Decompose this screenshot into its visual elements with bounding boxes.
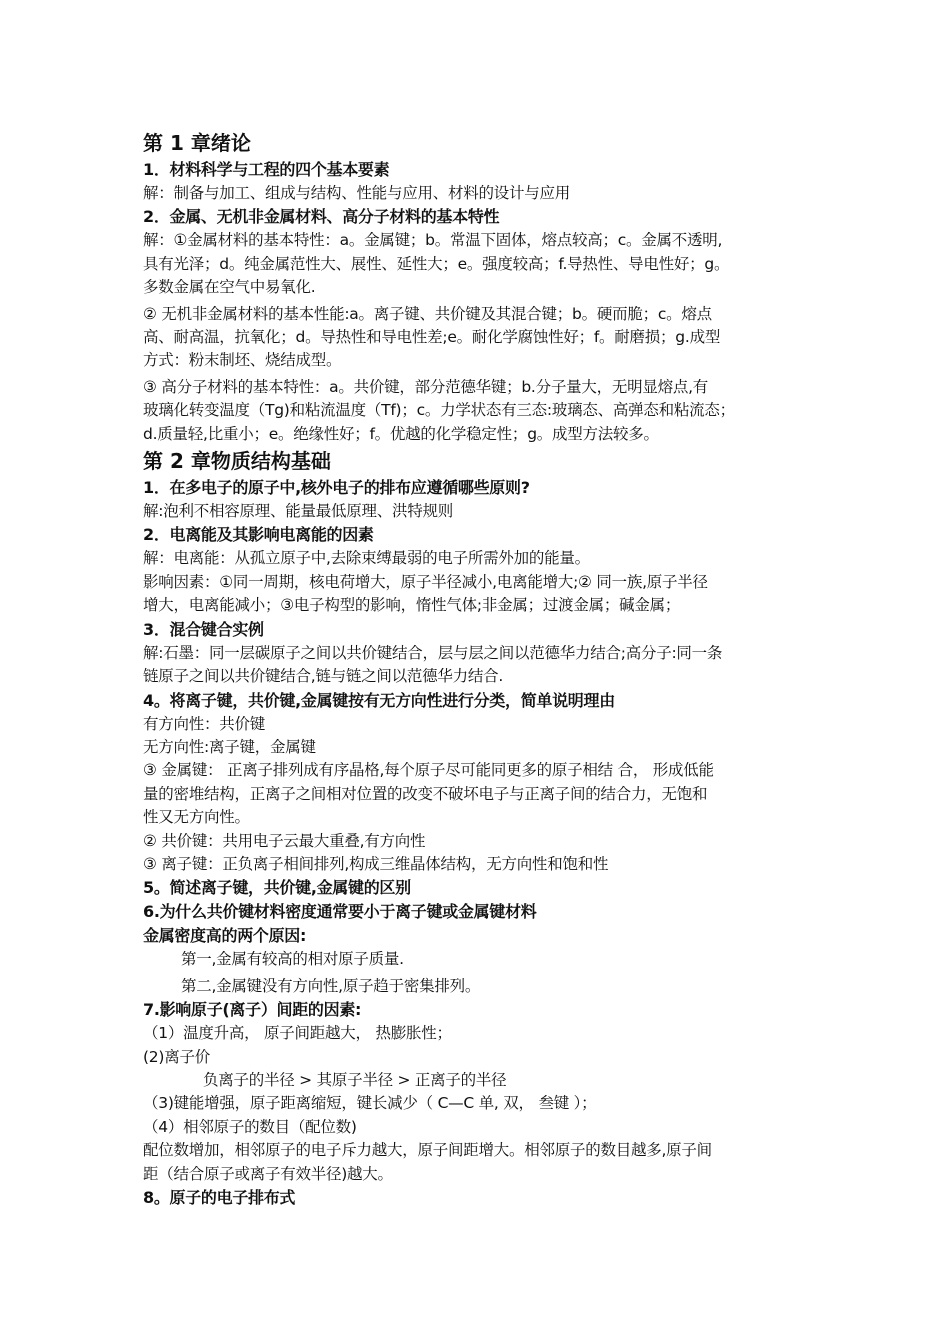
ch2-answer-3-line-1: 解:石墨：同一层碳原子之间以共价键结合，层与层之间以范德华力结合;高分子:同一条: [143, 643, 723, 662]
ch1-answer-2-line-8: 玻璃化转变温度（Tg)和粘流温度（Tf)；c。力学状态有三态:玻璃态、高弹态和粘流态；: [143, 401, 735, 420]
ch2-answer-7-line-7: 距（结合原子或离子有效半径)越大。: [143, 1164, 393, 1183]
ch2-answer-7-line-4: （3)键能增强，原子距离缩短，键长减少（ C—C 单, 双， 叁键 ）；: [143, 1094, 597, 1113]
ch2-answer-2-line-3: 增大，电离能减小；③电子构型的影响，惰性气体;非金属；过渡金属；碱金属；: [143, 596, 681, 615]
ch1-answer-2-line-4: ② 无机非金属材料的基本性能:a。离子键、共价键及其混合键；b。硬而脆；c。熔点: [143, 304, 712, 323]
ch2-answer-4-line-4: 量的密堆结构，正离子之间相对位置的改变不破坏电子与正离子间的结合力，无饱和: [143, 784, 708, 803]
ch2-answer-7-line-3: 负离子的半径 > 其原子半径 > 正离子的半径: [203, 1070, 507, 1089]
ch1-answer-2-line-1: 解：①金属材料的基本特性：a。金属键；b。常温下固体，熔点较高；c。金属不透明,: [143, 231, 723, 250]
ch2-question-4: 4。将离子键，共价键,金属键按有无方向性进行分类，简单说明理由: [143, 690, 615, 710]
ch2-answer-7-line-5: （4）相邻原子的数目（配位数): [143, 1117, 357, 1136]
ch2-answer-6-line-2: 第二,金属键没有方向性,原子趋于密集排列。: [181, 976, 481, 995]
ch1-answer-2-line-9: d.质量轻,比重小；e。绝缘性好；f。优越的化学稳定性；g。成型方法较多。: [143, 424, 659, 443]
ch2-question-6-subheading: 金属密度高的两个原因:: [143, 926, 307, 946]
ch1-answer-1: 解：制备与加工、组成与结构、性能与应用、材料的设计与应用: [143, 184, 571, 202]
ch2-answer-7-line-2: (2)离子价: [143, 1047, 210, 1066]
ch2-answer-4-line-6: ② 共价键：共用电子云最大重叠,有方向性: [143, 831, 426, 850]
ch2-answer-4-line-7: ③ 离子键：正负离子相间排列,构成三维晶体结构，无方向性和饱和性: [143, 854, 609, 873]
ch2-answer-2-line-1: 解：电离能：从孤立原子中,去除束缚最弱的电子所需外加的能量。: [143, 549, 590, 568]
ch1-answer-2-line-3: 多数金属在空气中易氧化.: [143, 278, 316, 297]
ch2-question-3: 3．混合键合实例: [143, 619, 264, 639]
chapter-2-title: 第 2 章物质结构基础: [143, 449, 331, 474]
ch2-answer-4-line-2: 无方向性:离子键，金属键: [143, 737, 316, 756]
ch2-question-7: 7.影响原子(离子）间距的因素:: [143, 1000, 362, 1020]
ch2-question-1: 1．在多电子的原子中,核外电子的排布应遵循哪些原则?: [143, 478, 530, 498]
ch1-question-2: 2．金属、无机非金属材料、高分子材料的基本特性: [143, 207, 500, 227]
ch2-question-6: 6.为什么共价键材料密度通常要小于离子键或金属键材料: [143, 902, 537, 922]
ch2-question-2: 2．电离能及其影响电离能的因素: [143, 525, 374, 545]
chapter-1-title: 第 1 章绪论: [143, 131, 251, 155]
ch2-answer-7-line-1: （1）温度升高， 原子间距越大， 热膨胀性；: [143, 1024, 452, 1043]
ch1-answer-2-line-6: 方式：粉末制坯、烧结成型。: [143, 351, 342, 370]
ch2-answer-4-line-5: 性又无方向性。: [143, 808, 250, 827]
ch2-question-8: 8。原子的电子排布式: [143, 1188, 296, 1207]
ch2-question-5: 5。简述离子键，共价键,金属键的区别: [143, 878, 411, 898]
document-page: [143, 128, 823, 1210]
ch2-answer-4-line-3: ③ 金属键： 正离子排列成有序晶格,每个原子尽可能同更多的原子相结 合， 形成低能: [143, 761, 714, 780]
ch2-answer-7-line-6: 配位数增加，相邻原子的电子斥力越大，原子间距增大。相邻原子的数目越多,原子间: [143, 1141, 712, 1160]
ch2-answer-4-line-1: 有方向性：共价键: [143, 714, 266, 733]
ch1-answer-2-line-2: 具有光泽；d。纯金属范性大、展性、延性大；e。强度较高；f.导热性、导电性好；g。: [143, 254, 730, 273]
ch2-answer-6-line-1: 第一,金属有较高的相对原子质量.: [181, 950, 404, 969]
ch1-question-1: 1．材料科学与工程的四个基本要素: [143, 160, 390, 179]
ch2-answer-1: 解:泡利不相容原理、能量最低原理、洪特规则: [143, 502, 453, 521]
ch1-answer-2-line-7: ③ 高分子材料的基本特性：a。共价键，部分范德华键；b.分子量大，无明显熔点,有: [143, 377, 709, 396]
ch2-answer-3-line-2: 链原子之间以共价键结合,链与链之间以范德华力结合.: [143, 667, 504, 686]
ch2-answer-2-line-2: 影响因素：①同一周期，核电荷增大，原子半径减小,电离能增大;② 同一族,原子半径: [143, 572, 708, 591]
ch1-answer-2-line-5: 高、耐高温，抗氧化；d。导热性和导电性差;e。耐化学腐蚀性好；f。耐磨损；g.成型: [143, 328, 721, 347]
